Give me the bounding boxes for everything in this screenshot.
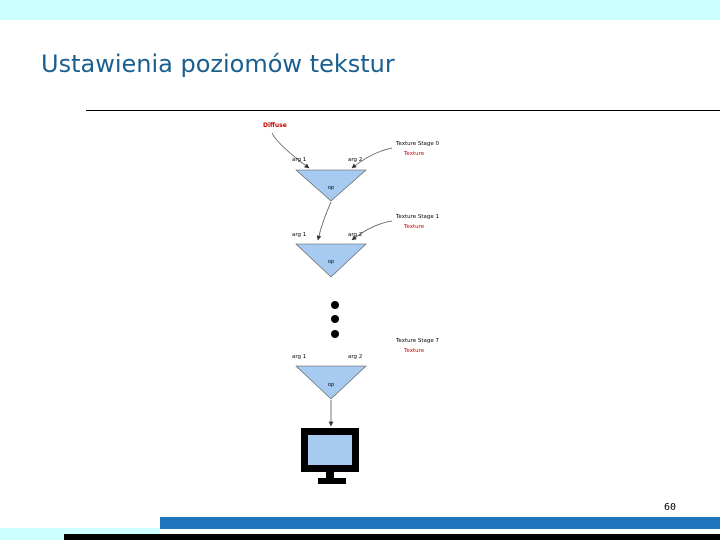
ellipsis-dot: [331, 301, 339, 309]
stage-1-arg2: arg 2: [348, 232, 363, 238]
stage-0-arg1: arg 1: [292, 157, 307, 163]
stage-0-output-arrow: [318, 202, 331, 240]
monitor-icon: [301, 428, 359, 484]
stage-1-label: Texture Stage 1: [396, 214, 440, 220]
stage-0-arg2: arg 2: [348, 157, 363, 163]
stage-7-texture-label: Texture: [404, 348, 425, 354]
stage-1-arg1: arg 1: [292, 232, 307, 238]
stage-0-op: op: [327, 185, 335, 191]
stage-0-texture-label: Texture: [404, 151, 425, 157]
stage-1-texture-label: Texture: [404, 224, 425, 230]
page-number: 60: [664, 502, 677, 513]
ellipsis-dot: [331, 315, 339, 323]
stage-7-arg1: arg 1: [292, 354, 307, 360]
footer-blue-bar: [160, 517, 720, 529]
stage-7-label: Texture Stage 7: [396, 338, 440, 344]
stage-7-arg2: arg 2: [348, 354, 363, 360]
stage-0-label: Texture Stage 0: [396, 141, 440, 147]
slide-title: Ustawienia poziomów tekstur: [41, 50, 395, 78]
stage-1-op: op: [327, 259, 335, 265]
ellipsis-dot: [331, 330, 339, 338]
stage-7-op: op: [327, 382, 335, 388]
footer-dark-bar: [64, 534, 720, 540]
diffuse-label: Diffuse: [263, 122, 287, 129]
